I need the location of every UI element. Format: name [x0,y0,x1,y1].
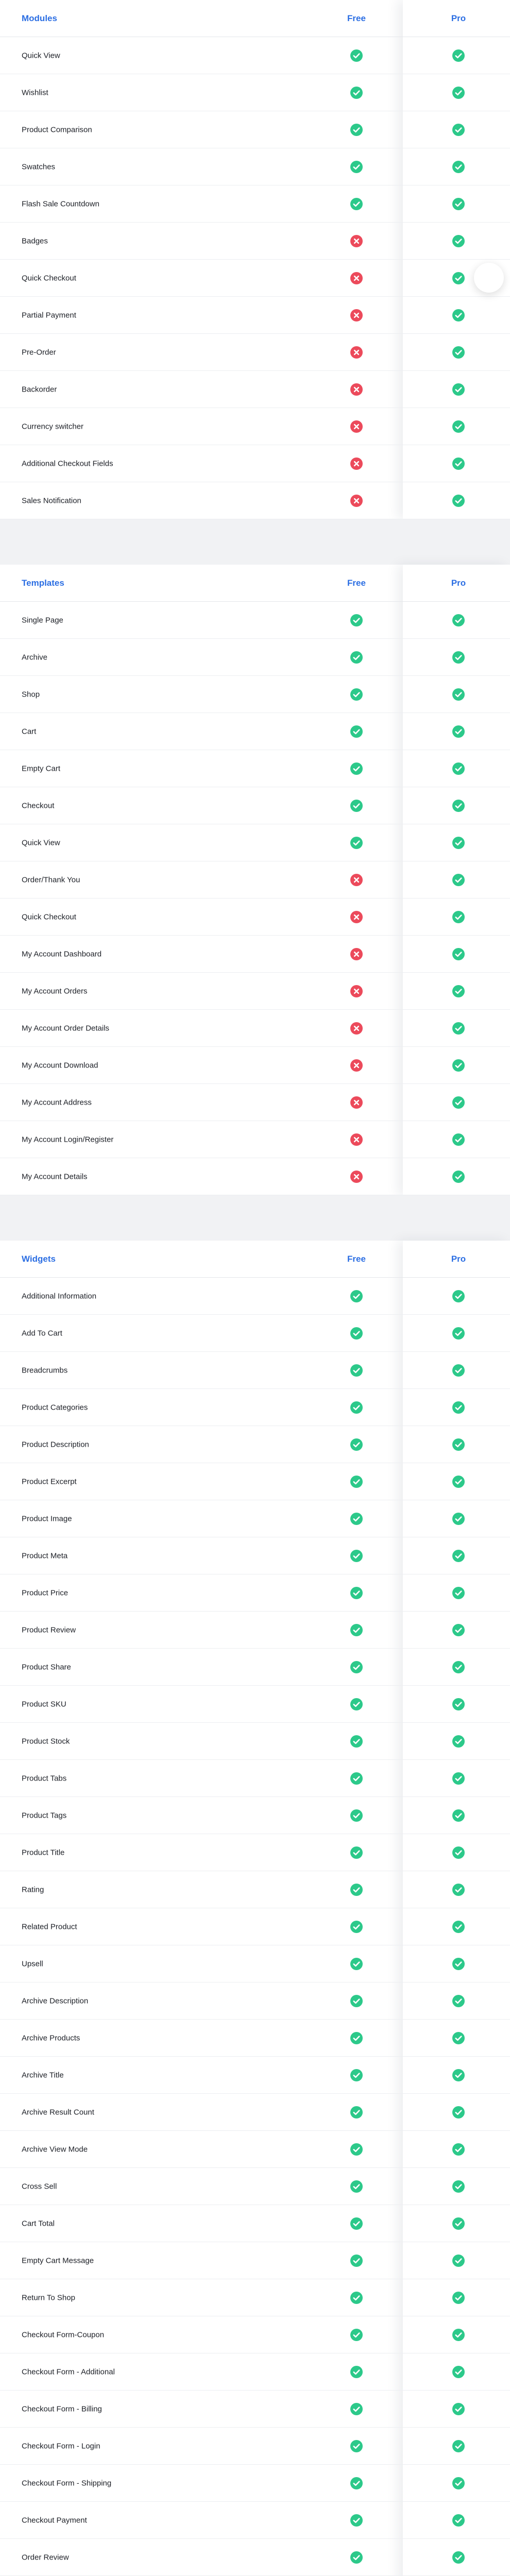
feature-row [0,602,510,639]
check-circle-icon [452,837,465,849]
feature-row [0,1686,510,1723]
feature-label: Product Image [22,1514,72,1523]
check-circle-icon [452,87,465,99]
check-circle-icon [452,383,465,396]
check-circle-icon [350,2180,363,2193]
feature-row [0,2428,510,2465]
feature-label: Checkout Form - Shipping [22,2479,112,2487]
check-circle-icon [452,2217,465,2230]
feature-row [0,1649,510,1686]
feature-label: Shop [22,690,40,699]
pro-column-header: Pro [451,13,466,23]
check-circle-icon [452,346,465,359]
feature-row [0,1047,510,1084]
check-circle-icon [350,2366,363,2378]
check-circle-icon [350,1624,363,1636]
check-circle-icon [350,725,363,738]
feature-row [0,2020,510,2057]
feature-row [0,2353,510,2391]
x-circle-icon [350,1171,363,1183]
feature-row [0,1084,510,1121]
feature-row [0,1500,510,1537]
feature-label: Cart [22,727,37,736]
check-circle-icon [452,124,465,136]
x-circle-icon [350,235,363,247]
feature-label: Checkout Form-Coupon [22,2330,105,2339]
feature-label: Product Excerpt [22,1477,77,1486]
feature-label: Additional Information [22,1292,97,1300]
feature-row [0,1278,510,1315]
feature-row [0,861,510,899]
check-circle-icon [452,2032,465,2044]
check-circle-icon [452,1096,465,1109]
check-circle-icon [452,1438,465,1451]
feature-label: My Account Orders [22,987,88,995]
section-header [0,1241,510,1278]
check-circle-icon [350,2514,363,2527]
check-circle-icon [452,1290,465,1302]
feature-row [0,74,510,111]
feature-label: Checkout Payment [22,2516,87,2524]
feature-label: Product SKU [22,1700,66,1708]
section-title: Modules [22,13,57,23]
check-circle-icon [350,2440,363,2452]
check-circle-icon [350,2106,363,2119]
feature-label: Archive [22,653,48,662]
feature-label: Quick View [22,51,60,60]
feature-row [0,787,510,824]
section-templates [0,565,510,1195]
x-circle-icon [350,309,363,321]
x-circle-icon [350,948,363,960]
feature-row [0,1723,510,1760]
section-header [0,0,510,37]
check-circle-icon [452,762,465,775]
check-circle-icon [350,1661,363,1673]
feature-row [0,2465,510,2502]
feature-row [0,2391,510,2428]
section-divider [0,519,510,565]
feature-row [0,2094,510,2131]
feature-row [0,2279,510,2316]
feature-row [0,2131,510,2168]
check-circle-icon [350,1921,363,1933]
x-circle-icon [350,1022,363,1035]
feature-label: Additional Checkout Fields [22,459,113,468]
feature-label: Cart Total [22,2219,55,2228]
check-circle-icon [452,161,465,173]
feature-label: Upsell [22,1959,43,1968]
check-circle-icon [452,688,465,701]
feature-row [0,1945,510,1982]
feature-label: Badges [22,236,48,245]
check-circle-icon [452,49,465,62]
feature-row [0,2168,510,2205]
check-circle-icon [350,2477,363,2489]
feature-label: Partial Payment [22,311,76,319]
feature-row [0,824,510,861]
feature-row [0,408,510,445]
feature-label: Swatches [22,162,56,171]
feature-label: Product Title [22,1848,65,1857]
feature-label: Archive Products [22,2033,80,2042]
feature-row [0,1389,510,1426]
feature-label: My Account Download [22,1061,98,1070]
check-circle-icon [452,1171,465,1183]
feature-label: Order/Thank You [22,875,80,884]
check-circle-icon [350,161,363,173]
feature-label: Backorder [22,385,57,394]
feature-label: Checkout [22,801,55,810]
check-circle-icon [350,1809,363,1822]
check-circle-icon [452,1364,465,1377]
pro-column-header: Pro [451,578,466,588]
check-circle-icon [452,2514,465,2527]
feature-row [0,713,510,750]
feature-label: Cross Sell [22,2182,57,2191]
feature-label: Empty Cart [22,764,61,773]
free-column-header: Free [347,13,366,23]
check-circle-icon [350,837,363,849]
feature-label: Related Product [22,1922,77,1931]
check-circle-icon [452,1476,465,1488]
feature-label: Checkout Form - Billing [22,2404,102,2413]
check-circle-icon [350,1476,363,1488]
check-circle-icon [452,309,465,321]
check-circle-icon [350,1884,363,1896]
feature-label: Sales Notification [22,496,81,505]
check-circle-icon [350,2551,363,2564]
feature-row [0,936,510,973]
feature-label: Return To Shop [22,2293,75,2302]
feature-label: Product Tabs [22,1774,67,1783]
check-circle-icon [350,614,363,626]
feature-label: My Account Details [22,1172,88,1181]
feature-label: Flash Sale Countdown [22,199,99,208]
check-circle-icon [452,457,465,470]
feature-row [0,111,510,148]
feature-row [0,1760,510,1797]
x-circle-icon [350,911,363,923]
check-circle-icon [452,1401,465,1414]
check-circle-icon [452,2551,465,2564]
check-circle-icon [452,1846,465,1859]
check-circle-icon [452,2477,465,2489]
floating-scroll-button[interactable] [474,263,504,293]
feature-row [0,2539,510,2576]
check-circle-icon [452,1884,465,1896]
check-circle-icon [452,1772,465,1785]
check-circle-icon [452,2403,465,2415]
check-circle-icon [452,651,465,664]
check-circle-icon [452,1587,465,1599]
feature-row [0,148,510,185]
check-circle-icon [452,1735,465,1748]
check-circle-icon [452,874,465,886]
check-circle-icon [350,1364,363,1377]
check-circle-icon [350,688,363,701]
feature-row [0,1834,510,1871]
section-widgets [0,1241,510,2576]
check-circle-icon [350,762,363,775]
feature-label: My Account Address [22,1098,92,1107]
feature-label: Rating [22,1885,44,1894]
check-circle-icon [452,495,465,507]
check-circle-icon [350,2032,363,2044]
feature-row [0,2316,510,2353]
feature-row [0,1158,510,1195]
x-circle-icon [350,383,363,396]
check-circle-icon [452,948,465,960]
feature-row [0,1121,510,1158]
pro-column-header: Pro [451,1253,466,1264]
feature-row [0,2242,510,2279]
check-circle-icon [452,985,465,997]
check-circle-icon [350,2217,363,2230]
check-circle-icon [452,1133,465,1146]
feature-row [0,2502,510,2539]
check-circle-icon [350,1401,363,1414]
check-circle-icon [452,2143,465,2156]
feature-row [0,37,510,74]
feature-label: Quick View [22,838,60,847]
check-circle-icon [452,2329,465,2341]
feature-label: Product Description [22,1440,89,1449]
x-circle-icon [350,272,363,284]
section-modules [0,0,510,519]
check-circle-icon [350,651,363,664]
check-circle-icon [452,1958,465,1970]
feature-label: Currency switcher [22,422,84,431]
feature-label: Product Share [22,1663,71,1671]
feature-label: Product Meta [22,1551,68,1560]
feature-row [0,260,510,297]
check-circle-icon [452,420,465,433]
check-circle-icon [350,1550,363,1562]
check-circle-icon [350,1698,363,1710]
feature-label: My Account Order Details [22,1024,110,1032]
feature-label: Order Review [22,2553,69,2562]
check-circle-icon [452,1059,465,1072]
section-title: Widgets [22,1253,56,1264]
feature-row [0,334,510,371]
check-circle-icon [350,1846,363,1859]
check-circle-icon [350,800,363,812]
check-circle-icon [350,1290,363,1302]
feature-row [0,1010,510,1047]
check-circle-icon [452,198,465,210]
check-circle-icon [350,1772,363,1785]
feature-row [0,482,510,519]
check-circle-icon [350,49,363,62]
check-circle-icon [452,2069,465,2081]
feature-row [0,973,510,1010]
check-circle-icon [350,198,363,210]
check-circle-icon [452,614,465,626]
check-circle-icon [452,2366,465,2378]
feature-row [0,445,510,482]
check-circle-icon [350,2143,363,2156]
check-circle-icon [452,2255,465,2267]
check-circle-icon [452,1022,465,1035]
feature-row [0,750,510,787]
feature-label: Pre-Order [22,348,56,357]
check-circle-icon [350,2069,363,2081]
feature-label: Product Price [22,1588,69,1597]
x-circle-icon [350,874,363,886]
check-circle-icon [350,1587,363,1599]
feature-row [0,639,510,676]
check-circle-icon [350,2292,363,2304]
feature-row [0,2057,510,2094]
free-column-header: Free [347,1253,366,1264]
section-divider [0,1195,510,1241]
feature-label: My Account Dashboard [22,950,102,958]
x-circle-icon [350,457,363,470]
feature-row [0,676,510,713]
feature-label: Product Categories [22,1403,88,1412]
feature-label: Wishlist [22,88,48,97]
check-circle-icon [452,2180,465,2193]
x-circle-icon [350,1059,363,1072]
check-circle-icon [452,911,465,923]
feature-row [0,1797,510,1834]
feature-label: Archive Description [22,1996,89,2005]
check-circle-icon [452,1698,465,1710]
feature-label: Archive Result Count [22,2108,94,2116]
check-circle-icon [350,1958,363,1970]
feature-label: Product Comparison [22,125,92,134]
feature-row [0,1574,510,1612]
check-circle-icon [452,235,465,247]
feature-label: Checkout Form - Login [22,2442,100,2450]
feature-label: Archive Title [22,2071,64,2079]
x-circle-icon [350,495,363,507]
check-circle-icon [350,1735,363,1748]
feature-label: Quick Checkout [22,274,76,282]
feature-row [0,1315,510,1352]
feature-row [0,223,510,260]
section-title: Templates [22,578,64,588]
check-circle-icon [452,1995,465,2007]
feature-label: Add To Cart [22,1329,62,1337]
check-circle-icon [350,87,363,99]
check-circle-icon [452,2106,465,2119]
feature-row [0,185,510,223]
feature-label: Product Stock [22,1737,70,1745]
check-circle-icon [350,124,363,136]
check-circle-icon [452,1550,465,1562]
feature-row [0,1352,510,1389]
check-circle-icon [452,725,465,738]
feature-label: Quick Checkout [22,912,76,921]
feature-label: Breadcrumbs [22,1366,68,1375]
check-circle-icon [452,800,465,812]
feature-label: My Account Login/Register [22,1135,114,1144]
feature-row [0,1982,510,2020]
feature-row [0,2205,510,2242]
check-circle-icon [452,2292,465,2304]
feature-label: Archive View Mode [22,2145,88,2154]
feature-label: Single Page [22,616,63,624]
check-circle-icon [452,1624,465,1636]
check-circle-icon [452,1921,465,1933]
feature-row [0,1463,510,1500]
feature-row [0,1908,510,1945]
x-circle-icon [350,420,363,433]
x-circle-icon [350,985,363,997]
check-circle-icon [350,2255,363,2267]
feature-label: Product Review [22,1625,76,1634]
check-circle-icon [350,1438,363,1451]
x-circle-icon [350,346,363,359]
check-circle-icon [452,1661,465,1673]
check-circle-icon [452,272,465,284]
check-circle-icon [452,1809,465,1822]
check-circle-icon [350,2403,363,2415]
check-circle-icon [452,2440,465,2452]
check-circle-icon [452,1327,465,1340]
x-circle-icon [350,1133,363,1146]
feature-row [0,1537,510,1574]
feature-row [0,1612,510,1649]
feature-label: Checkout Form - Additional [22,2367,115,2376]
free-column-header: Free [347,578,366,588]
feature-row [0,297,510,334]
feature-label: Product Tags [22,1811,67,1820]
check-circle-icon [350,2329,363,2341]
x-circle-icon [350,1096,363,1109]
check-circle-icon [350,1513,363,1525]
check-circle-icon [350,1995,363,2007]
section-header [0,565,510,602]
feature-row [0,899,510,936]
feature-row [0,1871,510,1908]
check-circle-icon [452,1513,465,1525]
check-circle-icon [350,1327,363,1340]
feature-label: Empty Cart Message [22,2256,94,2265]
feature-row [0,1426,510,1463]
feature-row [0,371,510,408]
